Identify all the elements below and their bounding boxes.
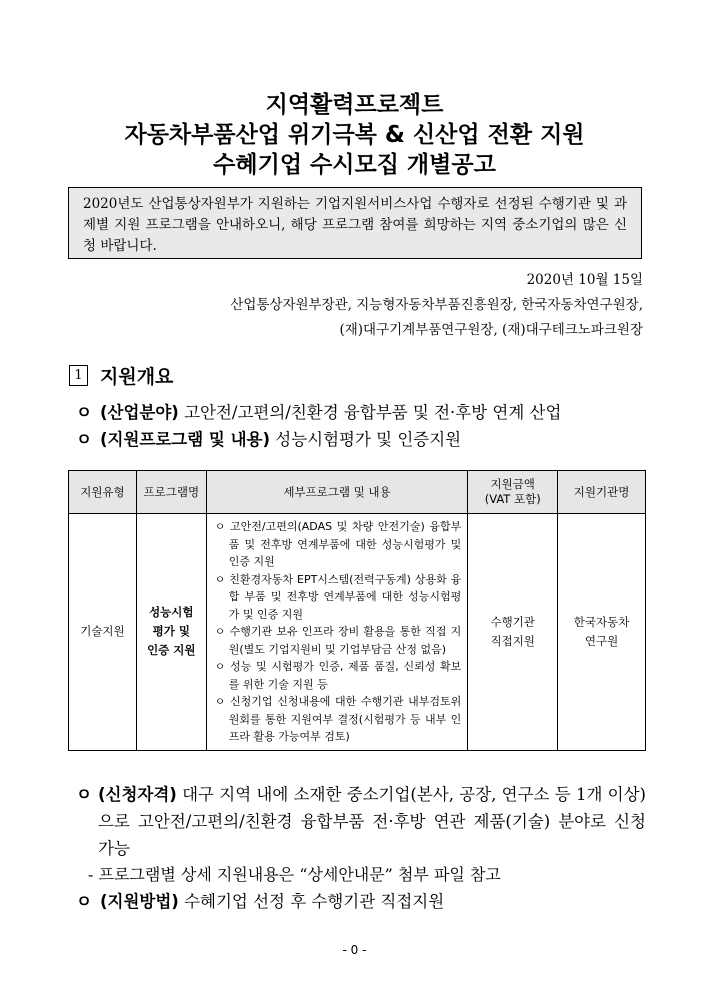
page-number: - 0 -	[342, 943, 367, 957]
notice-box: 2020년도 산업통상자원부가 지원하는 기업지원서비스사업 수행자로 선정된 수행기관 및 과제별 지원 프로그램을 안내하오니, 해당 프로그램 참여를 희망하는 지역 중소기업의 많은 신청 바랍니다.	[68, 187, 642, 259]
table-row	[69, 514, 646, 751]
cell-details	[206, 514, 468, 751]
section-title: 지원개요	[100, 366, 174, 388]
bullet-eligibility	[76, 781, 646, 862]
detail-item: ㅇ 신청기업 신청내용에 대한 수행기관 내부검토위원회를 통한 지원여부 결정(시험평가 등 내부 인프라 활용 가능여부 검토)	[214, 695, 462, 743]
bullet-method	[76, 889, 444, 915]
bullet-text: 고안전/고편의/친환경 융합부품 및 전·후방 연계 산업	[178, 403, 562, 422]
org-list-line2: (재)대구기계부품연구원장, (재)대구테크노파크원장	[339, 322, 643, 338]
bullet-label: (지원프로그램 및 내용)	[100, 430, 271, 449]
header-program: 프로그램명	[136, 471, 206, 514]
bullet-text: 대구 지역 내에 소재한 중소기업(본사, 공장, 연구소 등 1개 이상)으로 고안전/고편의/친환경 융합부품 전·후방 연관 제품(기술) 분야로 신청 가능	[98, 785, 646, 858]
notice-date: 2020년 10월 15일	[526, 272, 643, 288]
table-header-row	[69, 471, 646, 514]
bullet-text: 수혜기업 선정 후 수행기관 직접지원	[178, 892, 445, 911]
header-details: 세부프로그램 및 내용	[206, 471, 468, 514]
bullet-marker: ㅇ	[76, 785, 92, 804]
header-amount: 지원금액 (VAT 포함)	[468, 471, 558, 514]
cell-program: 성능시험 평가 및 인증 지원	[136, 514, 206, 751]
bullet-marker: ㅇ	[76, 430, 92, 449]
cell-agency: 한국자동차 연구원	[558, 514, 646, 751]
doc-title-line3: 수혜기업 수시모집 개별공고	[213, 152, 496, 178]
header-agency: 지원기관명	[558, 471, 646, 514]
section-heading	[69, 362, 173, 389]
bullet-industry	[76, 400, 561, 426]
cell-type: 기술지원	[69, 514, 137, 751]
section-number: 1	[69, 365, 88, 386]
detail-item: ㅇ 고안전/고편의(ADAS 및 차량 안전기술) 융합부품 및 전후방 연계부품에 대한 성능시험평가 및 인증 지원	[214, 520, 462, 568]
header-type: 지원유형	[69, 471, 137, 514]
detail-item: ㅇ 성능 및 시험평가 인증, 제품 품질, 신뢰성 확보를 위한 기술 지원 등	[214, 660, 462, 691]
doc-title-line2: 자동차부품산업 위기극복 & 신산업 전환 지원	[124, 122, 585, 148]
bullet-marker: ㅇ	[76, 892, 92, 911]
dash-note: - 프로그램별 상세 지원내용은 “상세안내문” 첨부 파일 참고	[88, 865, 501, 884]
bullet-program	[76, 427, 461, 453]
cell-amount: 수행기관 직접지원	[468, 514, 558, 751]
bullet-marker: ㅇ	[76, 403, 92, 422]
detail-item: ㅇ 친환경자동차 EPT시스템(전력구동계) 상용화 융합 부품 및 전후방 연계부품에 대한 성능시험평가 및 인증 지원	[214, 572, 462, 621]
bullet-label: (지원방법)	[100, 892, 179, 911]
bullet-text: 성능시험평가 및 인증지원	[270, 430, 462, 449]
bullet-label: (신청자격)	[98, 785, 177, 804]
bullet-label: (산업분야)	[100, 403, 179, 422]
org-list-line1: 산업통상자원부장관, 지능형자동차부품진흥원장, 한국자동차연구원장,	[230, 297, 643, 313]
detail-item: ㅇ 수행기관 보유 인프라 장비 활용을 통한 직접 지원(별도 기업지원비 및 기업부담금 산정 없음)	[214, 625, 462, 656]
doc-title-line1: 지역활력프로젝트	[265, 92, 444, 118]
support-program-table	[68, 470, 646, 751]
